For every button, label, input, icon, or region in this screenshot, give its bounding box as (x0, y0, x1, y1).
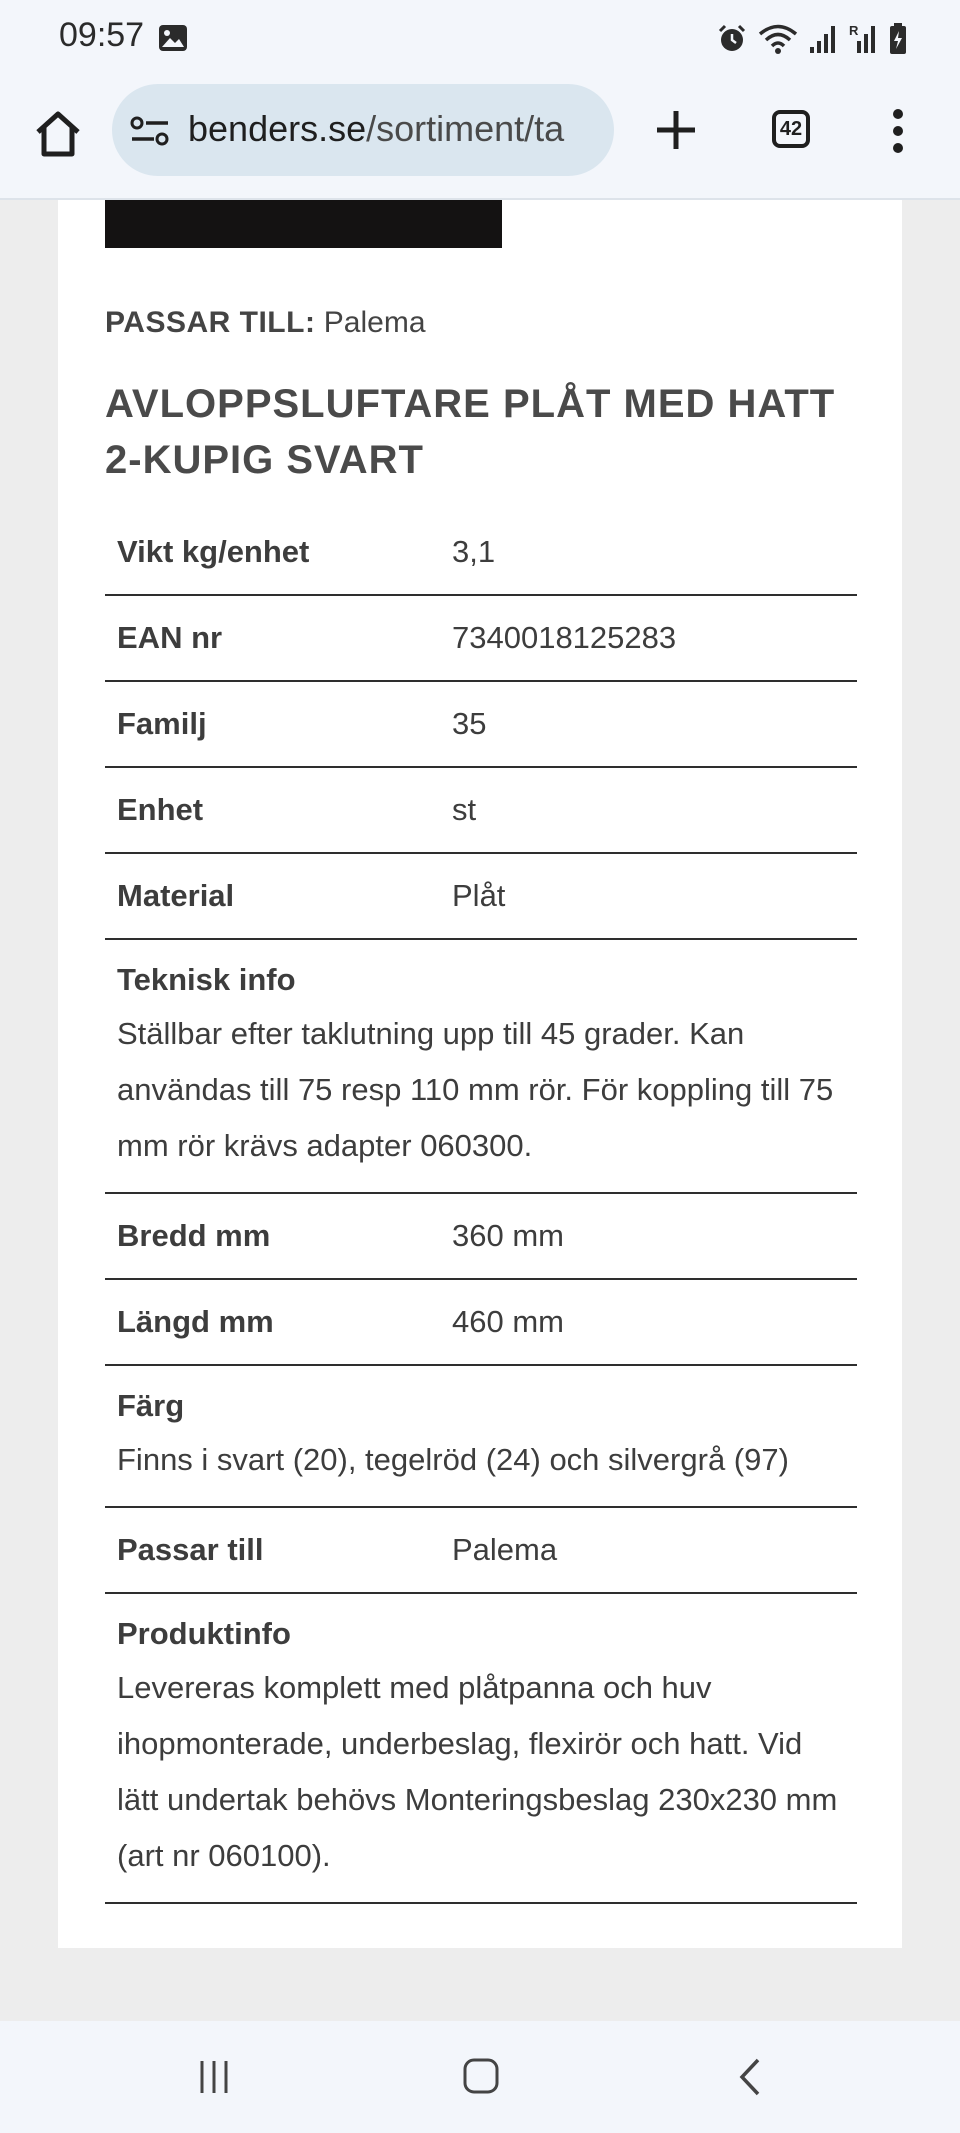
url-text[interactable] (188, 108, 564, 150)
table-row (105, 940, 857, 1194)
table-row (105, 1280, 857, 1366)
recents-icon[interactable] (196, 2059, 232, 2095)
spec-label: Enhet (117, 792, 204, 827)
tab-switcher-button[interactable]: 42 (772, 110, 810, 148)
url-path: /sortiment/ta (366, 108, 565, 149)
spec-value: Palema (452, 1532, 558, 1567)
back-icon[interactable] (736, 2057, 764, 2097)
spec-label: Färg (117, 1388, 185, 1423)
roaming-signal-icon (848, 23, 878, 55)
spec-label: Familj (117, 706, 207, 741)
fits-line (105, 306, 426, 340)
url-domain: benders.se (188, 108, 367, 149)
status-icons (716, 20, 908, 58)
address-bar[interactable] (112, 84, 614, 176)
site-settings-icon[interactable] (130, 114, 170, 148)
table-row (105, 768, 857, 854)
spec-value: Finns i svart (20), tegelröd (24) och silvergrå (97) (117, 1442, 789, 1477)
home-icon[interactable] (30, 106, 86, 162)
status-time: 09:57 (59, 16, 145, 54)
spec-label: Produktinfo (117, 1616, 291, 1651)
home-nav-icon[interactable] (462, 2057, 500, 2095)
battery-icon (888, 22, 908, 56)
table-row (105, 596, 857, 682)
more-vert-icon[interactable] (890, 108, 906, 154)
spec-value: Ställbar efter taklutning upp till 45 grader. Kan användas till 75 resp 110 mm rör. För koppling till 75 mm rör krävs adapter 060300. (117, 1016, 834, 1163)
spec-label: Bredd mm (117, 1218, 271, 1253)
product-title: AVLOPPSLUFTARE PLÅT MED HATT 2-KUPIG SVART (105, 382, 836, 482)
fits-label: PASSAR TILL: (105, 306, 316, 339)
product-image (105, 200, 502, 248)
spec-label: Material (117, 878, 235, 913)
navigation-bar (0, 2021, 960, 2133)
alarm-icon (716, 23, 748, 55)
spec-value: 460 mm (452, 1304, 564, 1339)
spec-value: Plåt (452, 878, 506, 913)
spec-label: Teknisk info (117, 962, 296, 997)
spec-value: 3,1 (452, 534, 496, 569)
spec-table (105, 510, 857, 1904)
table-row (105, 1194, 857, 1280)
table-row (105, 510, 857, 596)
gallery-icon (158, 24, 188, 52)
spec-value: 35 (452, 706, 487, 741)
spec-label: EAN nr (117, 620, 223, 655)
spec-label: Vikt kg/enhet (117, 534, 310, 569)
fits-value: Palema (323, 306, 426, 339)
table-row (105, 854, 857, 940)
spec-value: Levereras komplett med plåtpanna och huv ihopmonterade, underbeslag, flexirör och hatt. Vid lätt undertak behövs Monteringsbeslag 230x230 mm (art nr 060100). (117, 1670, 838, 1873)
spec-value: 7340018125283 (452, 620, 677, 655)
spec-value: 360 mm (452, 1218, 564, 1253)
spec-label: Längd mm (117, 1304, 274, 1339)
signal-icon (808, 23, 838, 55)
plus-icon[interactable] (654, 108, 698, 152)
table-row (105, 1508, 857, 1594)
table-row (105, 682, 857, 768)
wifi-icon (758, 23, 798, 55)
table-row (105, 1366, 857, 1508)
browser-toolbar (0, 78, 960, 200)
spec-label: Passar till (117, 1532, 264, 1567)
spec-value: st (452, 792, 477, 827)
status-bar (0, 0, 960, 78)
svg-text:R: R (849, 23, 859, 38)
table-row (105, 1594, 857, 1904)
